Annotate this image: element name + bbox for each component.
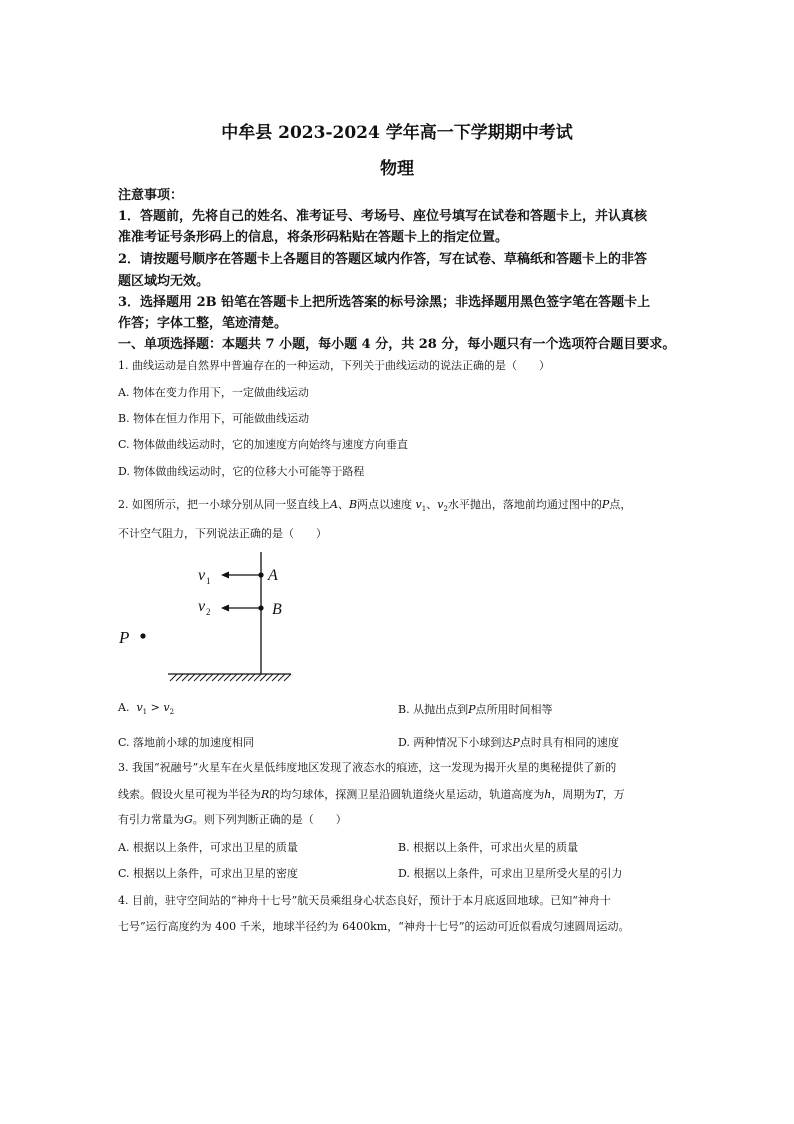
q2-v1-subscript: 1 xyxy=(421,505,427,514)
q2-stem-part-c: 水平抛出，落地前均通过图中的 xyxy=(447,498,602,511)
q4-stem-line-2: 七号”运行高度约为 400 千米，地球半径约为 6400km，“神舟十七号”的运动可近似看成匀速圆周运动。 xyxy=(118,920,630,933)
q2-option-b-part-a: B. 从抛出点到 xyxy=(398,703,469,716)
q2-stem-line-1 xyxy=(118,496,631,513)
q2-option-a-v1: v xyxy=(136,701,143,714)
notice-item-1-line-1: 1．答题前，先将自己的姓名、准考证号、考场号、座位号填写在试卷和答题卡上，并认真核 xyxy=(118,209,648,224)
q2-option-a-gt: > xyxy=(147,701,164,714)
q2-option-a-prefix: A. xyxy=(118,701,130,714)
q4-stem-line-1: 4. 目前，驻守空间站的“神舟十七号”航天员乘组身心状态良好，预计于本月底返回地球。已知“神舟十 xyxy=(118,894,611,907)
notice-item-2-line-2: 题区域均无效。 xyxy=(118,274,210,289)
q1-option-a: A. 物体在变力作用下，一定做曲线运动 xyxy=(118,386,309,399)
q2-option-a-s2: 2 xyxy=(169,708,175,717)
q3-stem-line-2 xyxy=(118,786,625,802)
q2-option-a-v2: v xyxy=(163,701,170,714)
notice-item-1-line-2: 准准考证号条形码上的信息，将条形码粘贴在答题卡上的指定位置。 xyxy=(118,230,509,245)
q2-stem-part-b: 两点以速度 xyxy=(357,498,413,511)
q2-point-b: B xyxy=(348,498,358,511)
q1-option-b: B. 物体在恒力作用下，可能做曲线运动 xyxy=(118,412,310,425)
q3-option-b: B. 根据以上条件，可求出火星的质量 xyxy=(398,841,579,854)
v1-label: v xyxy=(198,567,206,584)
q3-stem-line-3 xyxy=(118,811,347,827)
q2-v2-subscript: 2 xyxy=(443,505,448,514)
q2-v1-symbol: v xyxy=(415,498,422,511)
point-a-label: A xyxy=(268,567,278,584)
q2-option-b-p: P xyxy=(468,703,476,716)
q1-option-c: C. 物体做曲线运动时，它的加速度方向始终与速度方向垂直 xyxy=(118,438,409,451)
q2-option-a-s1: 1 xyxy=(142,708,148,717)
point-a-dot xyxy=(258,572,263,577)
ground-hatching xyxy=(170,674,291,681)
q2-stem-part-a: 2. 如图所示，把一小球分别从同一竖直线上 xyxy=(118,498,330,511)
point-p-dot xyxy=(140,633,145,638)
q3-option-a: A. 根据以上条件，可求出卫星的质量 xyxy=(118,841,298,854)
q2-option-c: C. 落地前小球的加速度相同 xyxy=(118,736,255,749)
q3-gravity-constant-symbol: G xyxy=(184,813,193,826)
q3-radius-symbol: R xyxy=(261,788,270,801)
notice-item-3-line-1: 3．选择题用 2B 铅笔在答题卡上把所选答案的标号涂黑；非选择题用黑色签字笔在答题卡上 xyxy=(118,295,651,310)
q3-line2-part-b: 的均匀球体，探测卫星沿圆轨道绕火星运动，轨道高度为 xyxy=(269,788,545,801)
q2-option-d-part-b: 点时具有相同的速度 xyxy=(519,736,619,749)
q2-comma: 、 xyxy=(337,498,349,511)
v1-label-subscript: 1 xyxy=(206,576,211,586)
q2-stem-part-d: 点， xyxy=(609,498,632,511)
notice-item-2-line-1: 2．请按题号顺序在答题卡上各题目的答题区域内作答，写在试卷、草稿纸和答题卡上的非答 xyxy=(118,252,648,267)
q2-point-p: P xyxy=(601,498,610,511)
section-1-heading: 一、单项选择题：本题共 7 小题，每小题 4 分，共 28 分，每小题只有一个选项符合题目要求。 xyxy=(118,337,676,352)
q3-option-c: C. 根据以上条件，可求出卫星的密度 xyxy=(118,867,299,880)
v1-arrowhead xyxy=(221,572,229,579)
point-b-label: B xyxy=(272,601,282,618)
notice-heading: 注意事项： xyxy=(118,188,184,203)
q2-stem-line-2: 不计空气阻力，下列说法正确的是（ ） xyxy=(118,527,327,540)
q2-option-d-part-a: D. 两种情况下小球到达 xyxy=(398,736,513,749)
q1-stem: 1. 曲线运动是自然界中普遍存在的一种运动，下列关于曲线运动的说法正确的是（ ） xyxy=(118,359,550,372)
q3-option-d: D. 根据以上条件，可求出卫星所受火星的引力 xyxy=(398,867,623,880)
q3-height-symbol: h xyxy=(544,788,552,801)
q1-option-d: D. 物体做曲线运动时，它的位移大小可能等于路程 xyxy=(118,465,365,478)
q2-option-d-p: P xyxy=(512,736,520,749)
v2-label: v xyxy=(198,598,206,615)
q2-separator: 、 xyxy=(426,498,438,511)
v2-label-subscript: 2 xyxy=(206,607,211,617)
q3-period-symbol: T xyxy=(595,788,603,801)
q3-stem-line-1: 3. 我国“祝融号”火星车在火星低纬度地区发现了液态水的痕迹，这一发现为揭开火星的奥秘提供了新的 xyxy=(118,761,617,774)
q3-line2-part-d: ，万 xyxy=(602,788,625,801)
q2-option-b-part-b: 点所用时间相等 xyxy=(475,703,553,716)
q3-line2-part-a: 线索。假设火星可视为半径为 xyxy=(118,788,261,801)
subject-title: 物理 xyxy=(380,159,414,179)
point-p-label: P xyxy=(119,628,130,647)
notice-item-3-line-2: 作答；字体工整，笔迹清楚。 xyxy=(118,316,288,331)
q2-v2-symbol: v xyxy=(437,498,444,511)
q2-point-a: A xyxy=(330,498,338,511)
q3-line3-part-b: 。则下列判断正确的是（ ） xyxy=(192,813,347,826)
point-b-dot xyxy=(258,605,263,610)
q2-option-d xyxy=(398,734,619,750)
q2-option-b xyxy=(398,701,552,717)
v2-arrowhead xyxy=(221,605,229,612)
q3-line3-part-a: 有引力常量为 xyxy=(118,813,184,826)
exam-title: 中牟县 2023-2024 学年高一下学期期中考试 xyxy=(221,123,573,143)
q2-option-a xyxy=(118,701,174,716)
q3-line2-part-c: ，周期为 xyxy=(551,788,596,801)
q2-figure xyxy=(110,552,310,687)
